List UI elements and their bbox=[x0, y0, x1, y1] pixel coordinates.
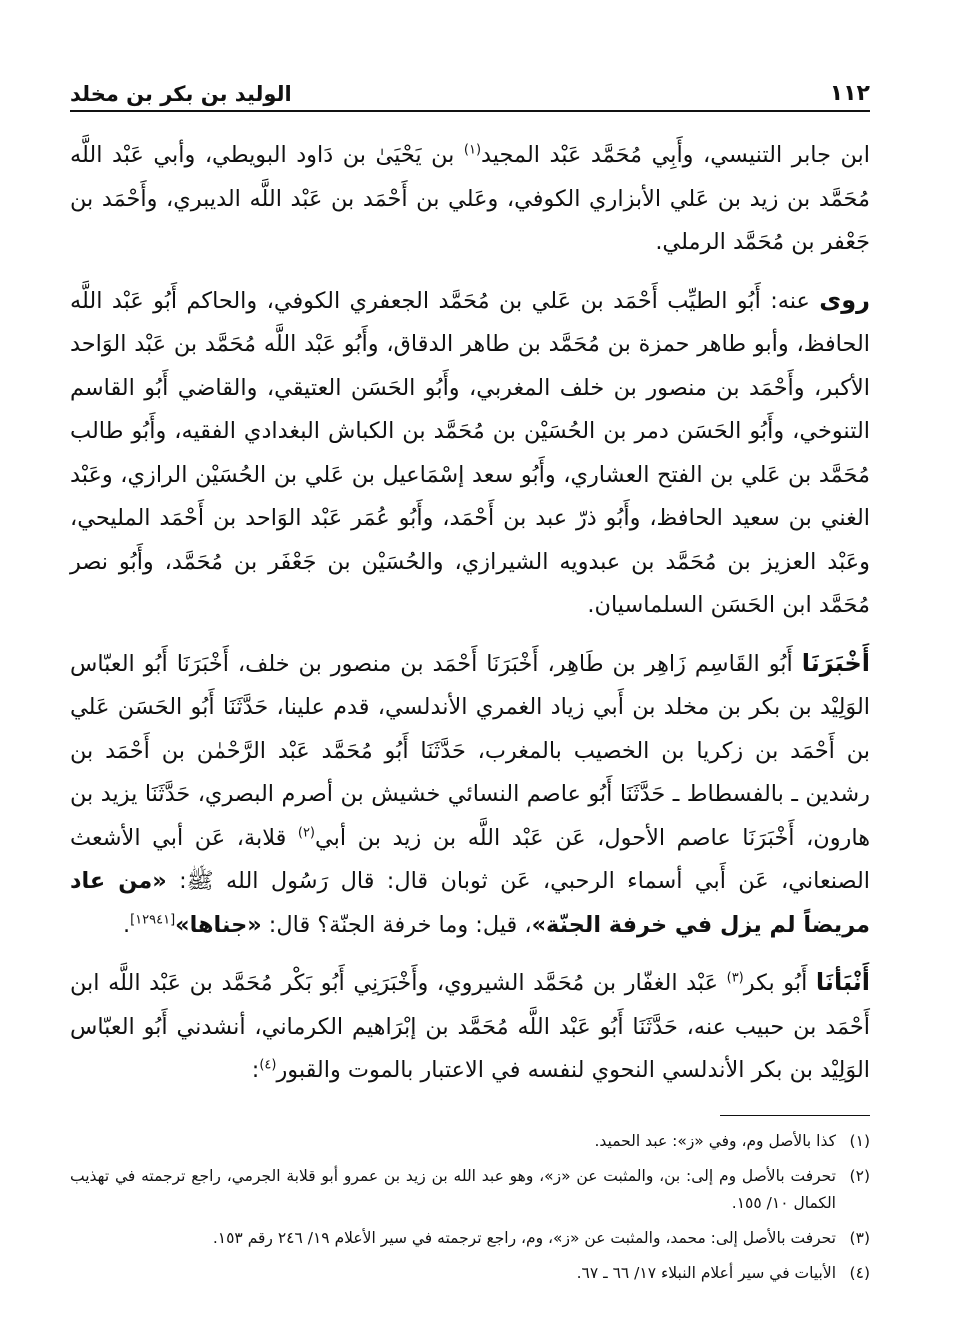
book-page bbox=[70, 70, 870, 1295]
hadith-reference-number: [١٢٩٤١] bbox=[130, 912, 176, 928]
paragraph-text: أَبُو القَاسِم زَاهِر بن طَاهِر، أَخْبَرَنَا أَحْمَد بن منصور بن خلف، أَخْبَرَنَا أَبُو العبّاس الوَلِيْد بن بكر بن مخلد بن أَبي زياد الغمري الأندلسي، قدم علينا، حَدَّثَنَا أَبُو الحَسَن عَلي بن أَحْمَد بن زكريا بن الخصيب بالمغرب، حَدَّثَنَا أَبُو مُحَمَّد عَبْد الرَّحْمٰن بن أَحْمَد بن رشدين ـ بالفسطاط ـ حَدَّثَنَا أَبُو عاصم النسائي خشيش بن أصرم البصري، حَدَّثَنَا يزيد بن هارون، أَخْبَرَنَا عاصم الأحول، عَن عَبْد اللَّه بن زيد بن أبي bbox=[70, 650, 870, 851]
footnote-4 bbox=[70, 1260, 870, 1287]
footnotes bbox=[70, 1128, 870, 1287]
paragraph-text: أَبُو بكر bbox=[743, 970, 816, 996]
footnote-ref-4[interactable]: (٤) bbox=[259, 1057, 277, 1073]
footnote-number: (٤) bbox=[849, 1263, 870, 1282]
paragraph-poetry-intro bbox=[70, 961, 870, 1093]
footnote-number: (١) bbox=[849, 1131, 870, 1150]
paragraph-text: : bbox=[251, 1057, 260, 1083]
paragraph-text: بن يَحْيَىٰ بن دَاود البويطي، وأبي عَبْد اللَّه مُحَمَّد بن زيد بن عَلي الأبزاري الكوفي، وعَلي بن أَحْمَد بن عَبْد اللَّه الديبري، وأَحْمَد بن جَعْفر بن مُحَمَّد الرملي. bbox=[70, 142, 870, 255]
paragraph-lead-word: أَخْبَرَنَا bbox=[801, 648, 870, 677]
footnote-text: تحرفت بالأصل وم إلى: بن، والمثبت عن «ز»، وهو عبد الله بن زيد بن عمرو أبو قلابة الجرمي، راجع ترجمته في تهذيب الكمال ١٠/ ١٥٥. bbox=[70, 1166, 836, 1212]
paragraph-hadith bbox=[70, 642, 870, 948]
footnote-number: (٣) bbox=[849, 1228, 870, 1247]
hadith-quote: «من عاد مريضاً لم يزل في خرفة الجنّة» bbox=[70, 868, 870, 938]
page-number: ١١٢ bbox=[829, 81, 870, 106]
paragraph-narrators bbox=[70, 279, 870, 628]
paragraph-text: عَبْد الغفّار بن مُحَمَّد الشيروي، وأَخْبَرَنِي أَبُو بَكْر مُحَمَّد بن عَبْد اللَّه ابن أَحْمَد بن حبيب عنه، حَدَّثَنَا أَبُو عَبْد اللَّه مُحَمَّد بن إبْرَاهيم الكرماني، أنشدني أَبُو العبّاس الوَلِيْد بن بكر الأندلسي النحوي لنفسه في الاعتبار بالموت والقبور bbox=[70, 970, 870, 1083]
footnote-3 bbox=[70, 1225, 870, 1252]
hadith-answer: «جناها» bbox=[175, 911, 262, 938]
paragraph-text: ، قيل: وما خرفة الجنّة؟ قال: bbox=[261, 911, 532, 938]
footnote-text: الأبيات في سير أعلام النبلاء ١٧/ ٦٦ ـ ٦٧. bbox=[576, 1263, 836, 1282]
footnote-ref-2[interactable]: (٢) bbox=[297, 825, 315, 841]
footnote-2 bbox=[70, 1163, 870, 1217]
footnote-number: (٢) bbox=[849, 1166, 870, 1185]
paragraph-text: ابن جابر التنيسي، وأَبِي مُحَمَّد عَبْد المجيد bbox=[481, 142, 870, 168]
paragraph-teachers bbox=[70, 134, 870, 265]
footnote-text: تحرفت بالأصل إلى: محمد، والمثبت عن «ز»، وم، راجع ترجمته في سير الأعلام ١٩/ ٢٤٦ رقم ١٥٣. bbox=[212, 1228, 836, 1247]
footnote-separator bbox=[720, 1115, 870, 1116]
footnote-text: كذا بالأصل وم، وفي «ز»: عبد الحميد. bbox=[594, 1131, 836, 1150]
main-text bbox=[70, 134, 870, 1093]
page-header bbox=[70, 70, 870, 112]
footnote-ref-1[interactable]: (١) bbox=[463, 142, 482, 158]
paragraph-lead-word: أَنْبَأنَا bbox=[815, 968, 870, 996]
paragraph-lead-word: روى bbox=[819, 285, 870, 314]
running-title: الوليد بن بكر بن مخلد bbox=[70, 82, 292, 106]
paragraph-text: عنه: أَبُو الطيِّب أَحْمَد بن عَلي بن مُحَمَّد الجعفري الكوفي، والحاكم أَبُو عَبْد اللَّه الحافظ، وأبو طاهر حمزة بن مُحَمَّد بن طاهر الدقاق، وأَبُو عَبْد اللَّه مُحَمَّد بن عَبْد الوَاحد الأكبر، وأَحْمَد بن منصور بن خلف المغربي، وأَبُو الحَسَن العتيقي، والقاضي أَبُو القاسم التنوخي، وأَبُو الحَسَن دمر بن الحُسَيْن بن مُحَمَّد بن الكباش البغدادي الفقيه، وأَبُو طالب مُحَمَّد بن عَلي بن الفتح العشاري، وأَبُو سعد إسْمَاعيل بن عَلي بن الحُسَيْن الرازي، وعَبْد الغني بن سعيد الحافظ، وأَبُو ذرّ عبد بن أَحْمَد، وأَبُو عُمَر عَبْد الوَاحد بن أَحْمَد المليحي، وعَبْد العزيز بن مُحَمَّد بن عبدويه الشيرازي، والحُسَيْن بن جَعْفَر بن مُحَمَّد، وأَبُو نصر مُحَمَّد ابن الحَسَن السلماسيان. bbox=[70, 287, 870, 618]
footnote-ref-3[interactable]: (٣) bbox=[726, 970, 744, 986]
paragraph-text: . bbox=[122, 911, 131, 938]
paragraph-text: قلابة، عَن أبي الأشعث الصنعاني، عَن أَبي أسماء الرحبي، عَن ثوبان قال: قال رَسُول الله ﷺ: bbox=[70, 824, 871, 894]
footnote-1 bbox=[70, 1128, 870, 1155]
